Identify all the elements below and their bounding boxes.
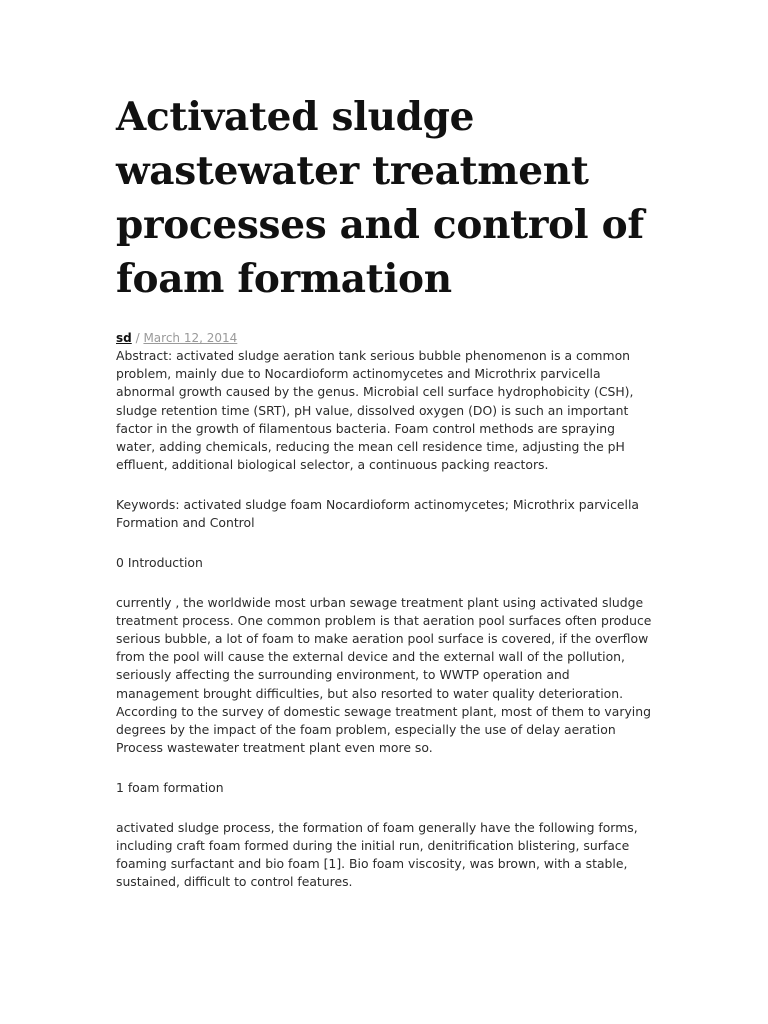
article-meta <box>116 329 656 347</box>
article-title: Activated sludge wastewater treatment processes and control of foam formation <box>116 94 644 302</box>
introduction-paragraph: currently , the worldwide most urban sewage treatment plant using activated sludge treatment process. One common problem is that aeration pool surfaces often produce serious bubble, a lot of foam to make aeration pool surface is covered, if the overflow from the pool will cause the external device and the external wall of the pollution, seriously affecting the surrounding environment, to WWTP operation and management brought difficulties, but also resorted to water quality deterioration. According to the survey of domestic sewage treatment plant, most of them to varying degrees by the impact of the foam problem, especially the use of delay aeration Process wastewater treatment plant even more so. <box>116 594 652 756</box>
section-heading-foam-formation: 1 foam formation <box>116 779 224 795</box>
author-link[interactable]: sd <box>116 331 132 345</box>
abstract-paragraph: Abstract: activated sludge aeration tank serious bubble phenomenon is a common problem, mainly due to Nocardioform actinomycetes and Microthrix parvicella abnormal growth caused by the genus. Microbial cell surface hydrophobicity (CSH), sludge retention time (SRT), pH value, dissolved oxygen (DO) is such an important factor in the growth of filamentous bacteria. Foam control methods are spraying water, adding chemicals, reducing the mean cell residence time, adjusting the pH effluent, additional biological selector, a continuous packing reactors. <box>116 348 634 473</box>
section-heading-introduction: 0 Introduction <box>116 554 203 570</box>
keywords-paragraph: Keywords: activated sludge foam Nocardioform actinomycetes; Microthrix parvicella Formation and Control <box>116 496 639 531</box>
article <box>116 90 656 891</box>
foam-formation-paragraph: activated sludge process, the formation of foam generally have the following forms, including craft foam formed during the initial run, denitrification blistering, surface foaming surfactant and bio foam [1]. Bio foam viscosity, was brown, with a stable, sustained, difficult to control features. <box>116 819 638 890</box>
meta-separator: / <box>135 331 140 345</box>
date-link[interactable]: March 12, 2014 <box>143 331 238 345</box>
